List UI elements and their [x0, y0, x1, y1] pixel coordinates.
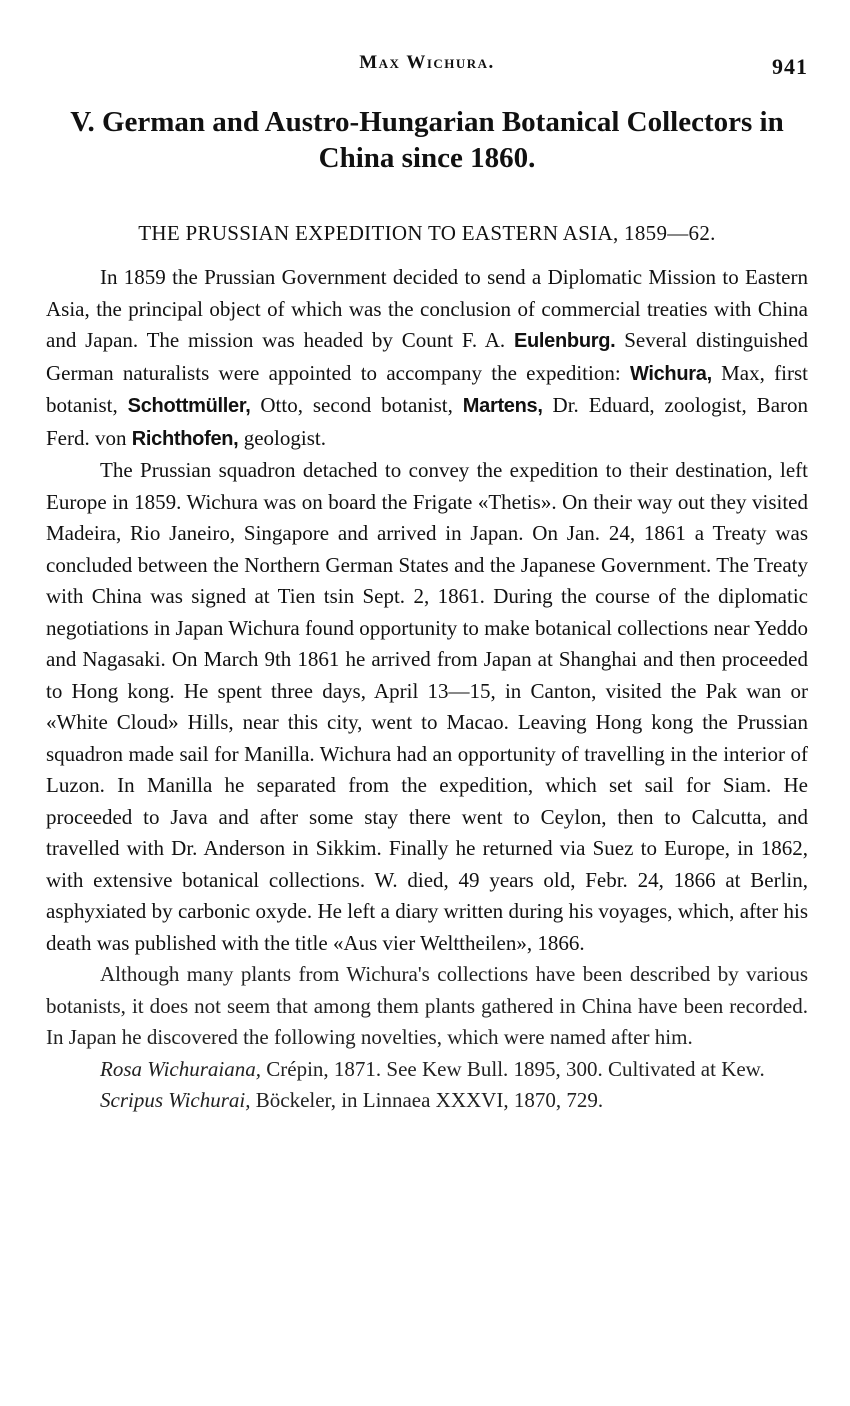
collector-name-wichura: Wichura,: [629, 362, 712, 385]
body-text: [46, 262, 808, 1117]
paragraph-species-rosa: [46, 1054, 808, 1086]
species-name: Scripus Wichurai,: [100, 1088, 251, 1112]
paragraph-species-scripus: [46, 1085, 808, 1117]
paragraph-mission: [46, 262, 808, 455]
paragraph-text: geologist.: [238, 425, 326, 450]
paragraph-collections: Although many plants from Wichura's collections have been described by various botanists, it does not seem that among them plants gathered in China have been recorded. In Japan he discovered the following novelties, which were named after him.: [46, 962, 808, 1049]
species-citation: Böckeler, in Linnaea XXXVI, 1870, 729.: [250, 1088, 604, 1112]
paragraph-text: Dr. Eduard, zoologist, Baron Ferd. von: [46, 393, 809, 450]
collector-name-richthofen: Richthofen,: [131, 427, 239, 450]
running-head: [46, 44, 808, 80]
page-number: 941: [772, 54, 808, 79]
section-title: THE PRUSSIAN EXPEDITION TO EASTERN ASIA, 1859—62.: [138, 221, 716, 245]
collector-name-schottmuller: Schottmüller,: [127, 395, 251, 417]
running-title: Max Wichura.: [359, 52, 495, 73]
paragraph-text: Several distinguished German naturalists were appointed to accompany the expedition:: [46, 328, 808, 385]
paragraph-voyage: The Prussian squadron detached to convey the expedition to their destination, left Europe in 1859. Wichura was on board the Frigate «Thetis». On their way out they visited Madeira, Rio Janeiro, Singapore and arrived in Japan. On Jan. 24, 1861 a Treaty was concluded between the Northern German States and the Japanese Government. The Treaty with China was signed at Tien tsin Sept. 2, 1861. During the course of the diplomatic negotiations in Japan Wichura found opportunity to make botanical collections near Yeddo and Nagasaki. On March 9th 1861 he arrived from Japan at Shanghai and then proceeded to Hong kong. He spent three days, April 13—15, in Canton, visited the Pak wan or «White Cloud» Hills, near this city, went to Macao. Leaving Hong kong the Prussian squadron made sail for Manilla. Wichura had an opportunity of travelling in the interior of Luzon. In Manilla he separated from the expedition, which set sail for Siam. He proceeded to Java and after some stay there went to Ceylon, then to Calcutta, and travelled with Dr. Anderson in Sikkim. Finally he returned via Suez to Europe, in 1862, with extensive botanical collections. W. died, 49 years old, Febr. 24, 1866 at Berlin, asphyxiated by carbonic oxyde. He left a diary written during his voyages, which, after his death was published with the title «Aus vier Welttheilen», 1866.: [46, 458, 808, 955]
species-name: Rosa Wichuraiana,: [100, 1056, 261, 1081]
paragraph-text: Max, first botanist,: [46, 360, 808, 417]
chapter-title: V. German and Austro-Hungarian Botanical Collectors in China since 1860.: [70, 106, 784, 174]
collector-name-martens: Martens,: [462, 395, 543, 417]
page: [46, 44, 808, 1117]
paragraph-text: Otto, second botanist,: [250, 393, 463, 417]
collector-name-eulenburg: Eulenburg.: [513, 330, 616, 352]
paragraph-text: In 1859 the Prussian Government decided to send a Diplomatic Mission to Eastern Asia, the principal object of which was the conclusion of commercial treaties with China and Japan. The mission was headed by Count F. A.: [46, 265, 808, 352]
species-citation: Crépin, 1871. See Kew Bull. 1895, 300. Cultivated at Kew.: [261, 1056, 765, 1081]
